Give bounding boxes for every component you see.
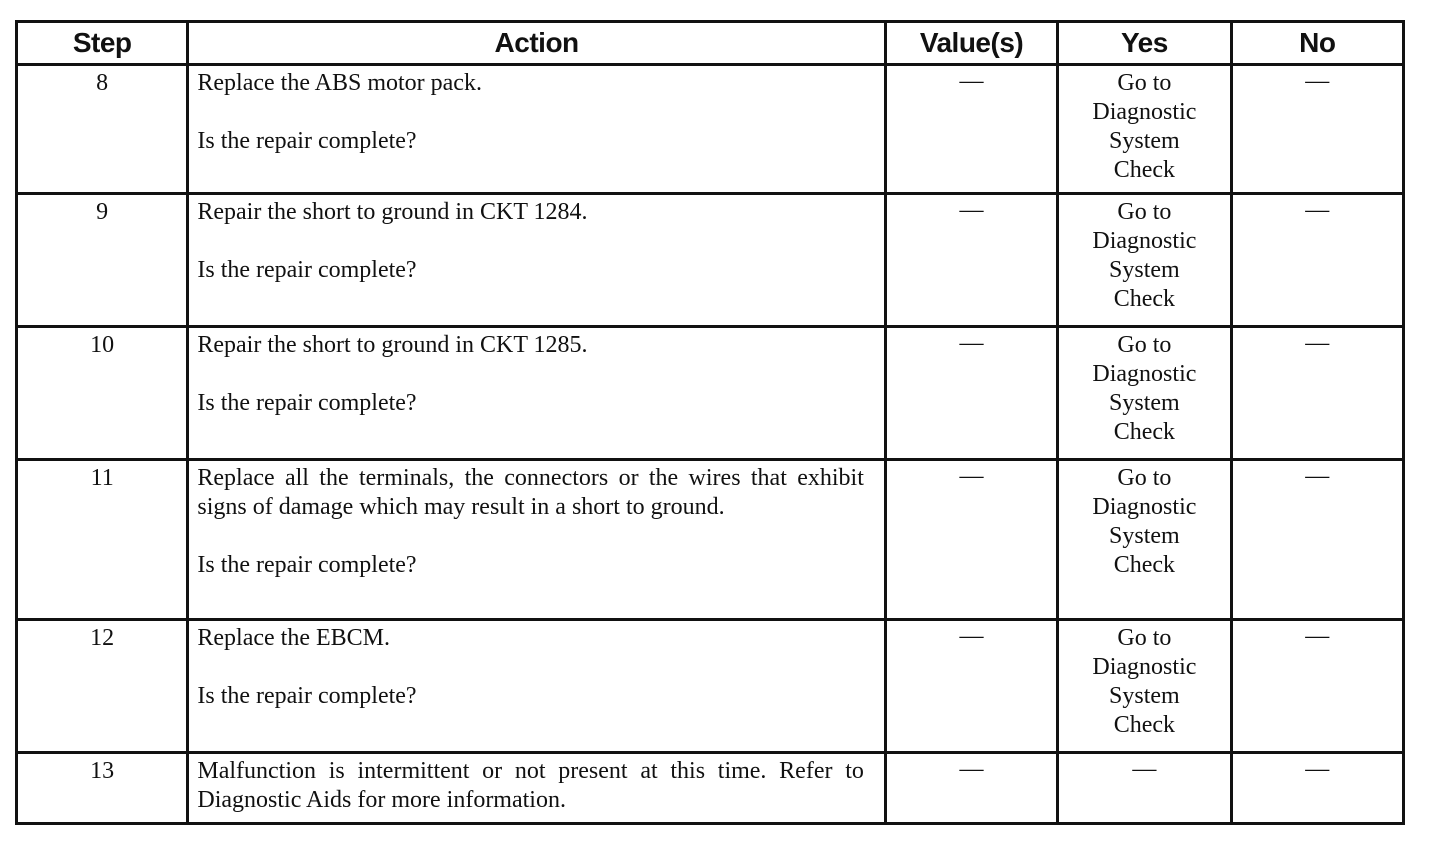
action-cell (188, 753, 886, 824)
action-question: Is the repair complete? (197, 552, 417, 578)
yes-line: Diagnostic (1092, 228, 1197, 254)
step-number: 12 (17, 620, 188, 753)
value-cell: — (885, 753, 1057, 824)
action-text: Repair the short to ground in CKT 1284. (197, 199, 588, 225)
yes-line: System (1109, 683, 1180, 709)
yes-line: Go to (1117, 199, 1172, 225)
table-row (17, 65, 1404, 194)
action-question: Is the repair complete? (197, 390, 417, 416)
value-cell: — (885, 65, 1057, 194)
yes-cell: — (1058, 753, 1231, 824)
action-cell (188, 194, 886, 327)
yes-line: Check (1113, 286, 1176, 312)
action-cell (188, 460, 886, 620)
yes-line: Check (1113, 419, 1176, 445)
yes-line: Go to (1117, 332, 1172, 358)
table-row (17, 460, 1404, 620)
yes-line: Diagnostic (1092, 654, 1197, 680)
no-cell: — (1231, 327, 1403, 460)
yes-line: Diagnostic (1092, 99, 1197, 125)
yes-cell (1058, 460, 1231, 620)
no-cell: — (1231, 620, 1403, 753)
step-number: 8 (17, 65, 188, 194)
yes-line: Check (1113, 157, 1176, 183)
yes-line: Go to (1117, 465, 1172, 491)
action-question: Is the repair complete? (197, 683, 417, 709)
yes-line: Check (1113, 712, 1176, 738)
step-number: 13 (17, 753, 188, 824)
action-cell (188, 327, 886, 460)
yes-line: Diagnostic (1092, 494, 1197, 520)
action-text: Replace the ABS motor pack. (197, 70, 482, 96)
yes-cell (1058, 65, 1231, 194)
table-row (17, 194, 1404, 327)
action-cell (188, 620, 886, 753)
yes-line: System (1109, 128, 1180, 154)
header-yes: Yes (1058, 22, 1231, 65)
no-cell: — (1231, 460, 1403, 620)
step-number: 11 (17, 460, 188, 620)
yes-cell (1058, 327, 1231, 460)
action-text: Malfunction is intermittent or not present at this time. Refer to Diagnostic Aids for more information. (197, 758, 864, 813)
header-no: No (1231, 22, 1403, 65)
header-action: Action (188, 22, 886, 65)
action-text: Replace all the terminals, the connectors or the wires that exhibit signs of damage which may result in a short to ground. (197, 465, 864, 520)
table-row (17, 620, 1404, 753)
header-values: Value(s) (885, 22, 1057, 65)
yes-line: System (1109, 390, 1180, 416)
diagnostic-table (15, 20, 1405, 825)
yes-line: System (1109, 523, 1180, 549)
table-row (17, 753, 1404, 824)
yes-cell (1058, 620, 1231, 753)
header-row (17, 22, 1404, 65)
yes-line: Go to (1117, 625, 1172, 651)
value-cell: — (885, 460, 1057, 620)
yes-line: Check (1113, 552, 1176, 578)
yes-line: System (1109, 257, 1180, 283)
action-text: Repair the short to ground in CKT 1285. (197, 332, 588, 358)
no-cell: — (1231, 194, 1403, 327)
value-cell: — (885, 327, 1057, 460)
step-number: 9 (17, 194, 188, 327)
action-cell (188, 65, 886, 194)
yes-cell (1058, 194, 1231, 327)
yes-line: Diagnostic (1092, 361, 1197, 387)
table-row (17, 327, 1404, 460)
step-number: 10 (17, 327, 188, 460)
action-question: Is the repair complete? (197, 257, 417, 283)
action-question: Is the repair complete? (197, 128, 417, 154)
header-step: Step (17, 22, 188, 65)
yes-line: Go to (1117, 70, 1172, 96)
value-cell: — (885, 620, 1057, 753)
action-text: Replace the EBCM. (197, 625, 390, 651)
no-cell: — (1231, 65, 1403, 194)
value-cell: — (885, 194, 1057, 327)
no-cell: — (1231, 753, 1403, 824)
